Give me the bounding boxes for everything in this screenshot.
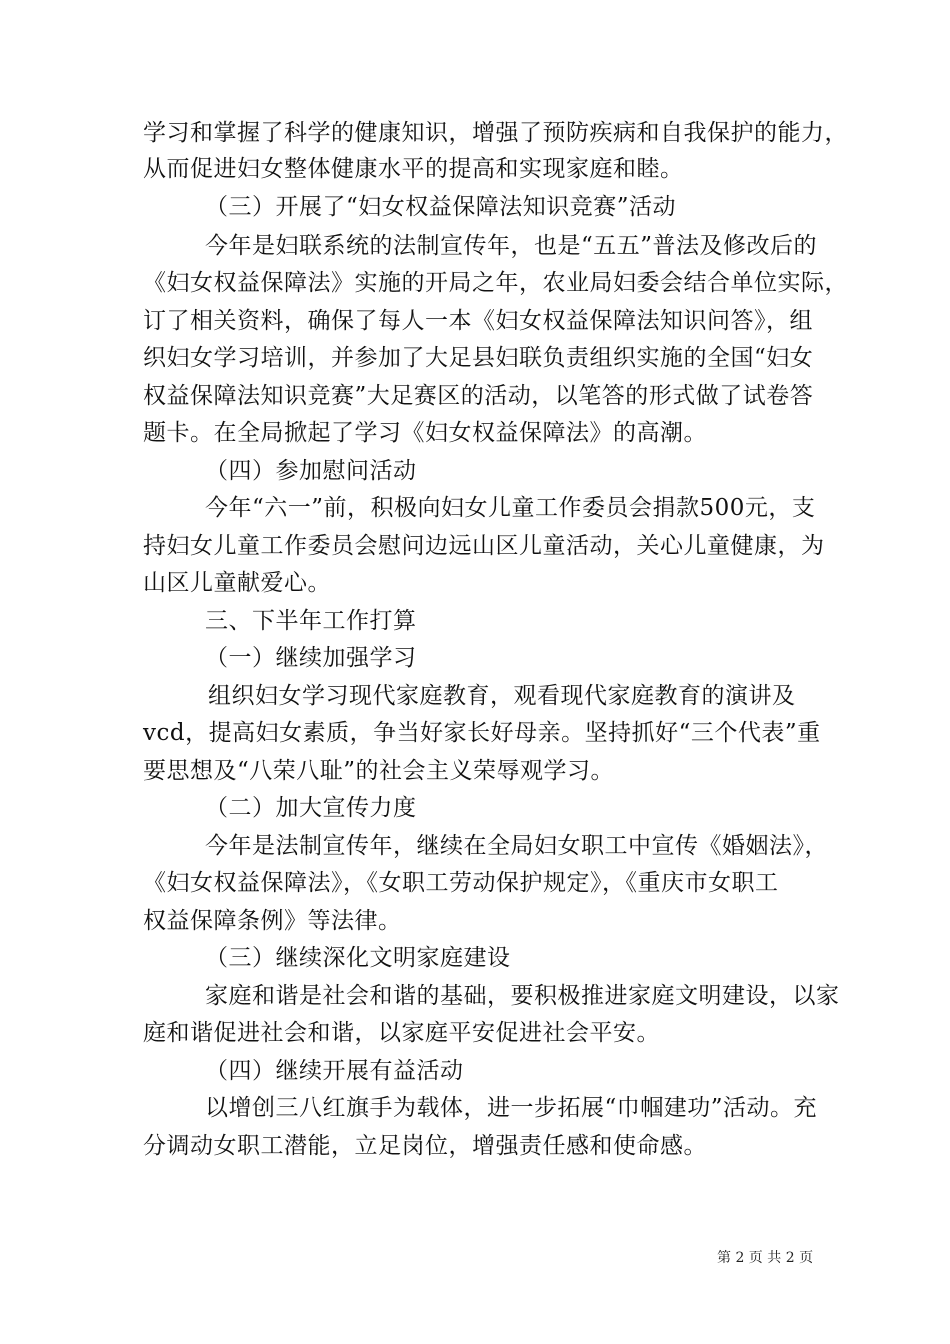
- section-heading: （二）加大宣传力度: [205, 795, 417, 821]
- page-number-footer: 第 2 页 共 2 页: [717, 1250, 814, 1266]
- text-line: 从而促进妇女整体健康水平的提高和实现家庭和睦。: [143, 156, 684, 182]
- text-line: 以增创三八红旗手为载体，进一步拓展“巾帼建功”活动。充: [205, 1095, 818, 1121]
- text-line: 今年是法制宣传年，继续在全局妇女职工中宣传《婚姻法》，: [205, 833, 828, 859]
- text-line: 持妇女儿童工作委员会慰问边远山区儿童活动，关心儿童健康，为: [143, 533, 825, 559]
- text-line: 组织妇女学习现代家庭教育，观看现代家庭教育的演讲及: [208, 683, 796, 709]
- text-line: 权益保障法知识竞赛”大足赛区的活动，以笔答的形式做了试卷答: [143, 383, 814, 409]
- text-line: 庭和谐促进社会和谐，以家庭平安促进社会平安。: [143, 1020, 660, 1046]
- text-line: vcd，提高妇女素质，争当好家长好母亲。坚持抓好“三个代表”重: [143, 720, 821, 746]
- text-line: 山区儿童献爱心。: [143, 570, 331, 596]
- text-line: 家庭和谐是社会和谐的基础，要积极推进家庭文明建设，以家: [205, 983, 840, 1009]
- text-line: 《妇女权益保障法》，《女职工劳动保护规定》，《重庆市女职工: [143, 870, 779, 896]
- text-line: 权益保障条例》等法律。: [143, 908, 402, 934]
- chapter-heading: 三、下半年工作打算: [205, 608, 417, 634]
- text-line: 今年是妇联系统的法制宣传年，也是“五五”普法及修改后的: [205, 233, 818, 259]
- text-line: 要思想及“八荣八耻”的社会主义荣辱观学习。: [143, 758, 615, 784]
- section-heading: （一）继续加强学习: [205, 645, 417, 671]
- section-heading: （四）继续开展有益活动: [205, 1058, 464, 1084]
- section-heading: （三）开展了“妇女权益保障法知识竞赛”活动: [205, 194, 677, 220]
- section-heading: （四）参加慰问活动: [205, 458, 417, 484]
- text-line: 学习和掌握了科学的健康知识，增强了预防疾病和自我保护的能力，: [143, 120, 848, 146]
- text-line: 分调动女职工潜能，立足岗位，增强责任感和使命感。: [143, 1133, 707, 1159]
- text-line: 题卡。在全局掀起了学习《妇女权益保障法》的高潮。: [143, 420, 707, 446]
- text-line: 今年“六一”前，积极向妇女儿童工作委员会捐款500元，支: [205, 495, 816, 521]
- section-heading: （三）继续深化文明家庭建设: [205, 945, 511, 971]
- text-line: 《妇女权益保障法》实施的开局之年，农业局妇委会结合单位实际，: [143, 270, 848, 296]
- text-line: 织妇女学习培训，并参加了大足县妇联负责组织实施的全国“妇女: [143, 345, 814, 371]
- text-line: 订了相关资料，确保了每人一本《妇女权益保障法知识问答》，组: [143, 308, 813, 334]
